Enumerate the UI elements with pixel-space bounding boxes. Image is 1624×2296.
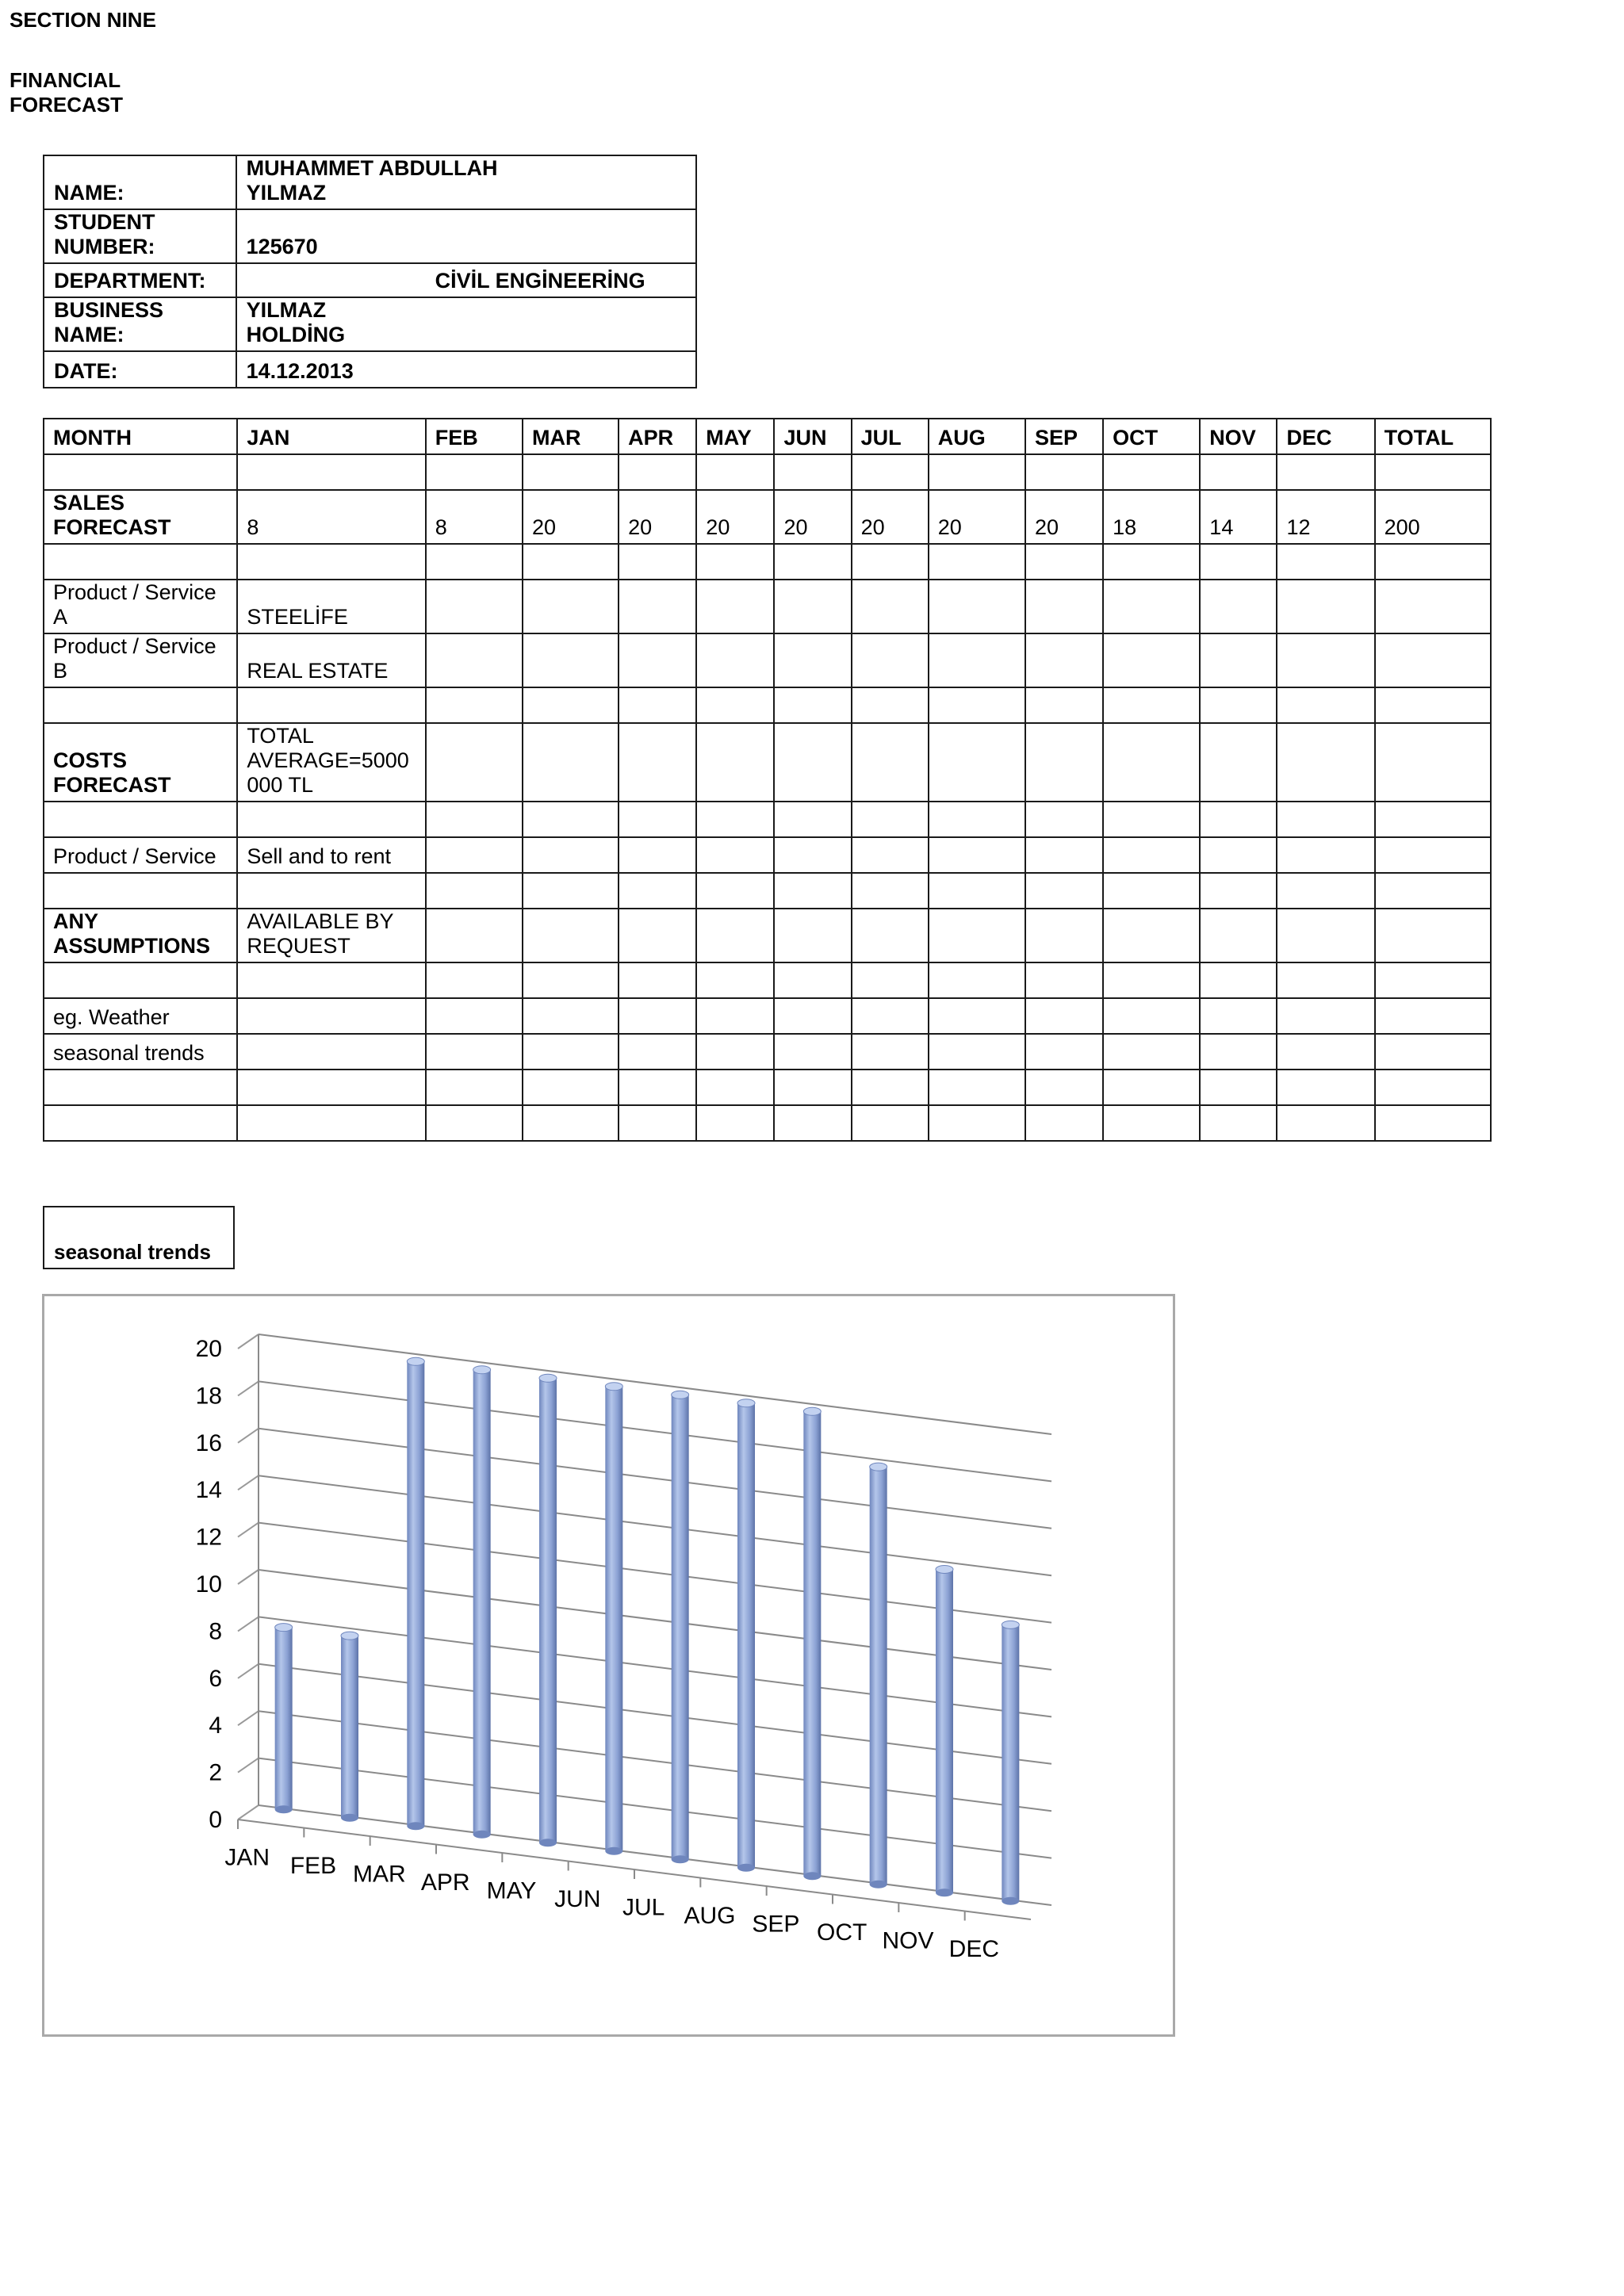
- chart-bar: [473, 1366, 491, 1839]
- x-tick-label: SEP: [752, 1911, 800, 1938]
- y-tick-label: 14: [195, 1477, 222, 1504]
- assumptions-row: [44, 909, 1491, 962]
- sales-value-cell: 20: [696, 490, 774, 544]
- gridline-depth: [238, 1334, 259, 1349]
- y-tick-label: 8: [209, 1618, 222, 1645]
- gridline: [259, 1429, 1051, 1529]
- sales-value-cell: 12: [1277, 490, 1374, 544]
- product-a-row: [44, 580, 1491, 633]
- assumptions-value: AVAILABLE BY REQUEST: [237, 909, 425, 962]
- month-header-row: [44, 419, 1491, 454]
- sales-value-cell: 20: [1025, 490, 1103, 544]
- x-tick-label: MAY: [486, 1877, 537, 1904]
- chart-bar: [275, 1624, 293, 1814]
- sales-forecast-label: SALES FORECAST: [44, 490, 237, 544]
- gridline: [259, 1758, 1051, 1858]
- chart-bar: [936, 1565, 953, 1896]
- gridline-depth: [238, 1711, 259, 1725]
- assumptions-label: ANY ASSUMPTIONS: [44, 909, 237, 962]
- month-header-cell: DEC: [1277, 419, 1374, 454]
- seasonal-trends-chart: [42, 1294, 1175, 2037]
- page-title-line1: FINANCIAL: [10, 68, 121, 92]
- chart-label-box: [43, 1206, 235, 1269]
- chart-bar: [407, 1357, 424, 1830]
- business-name-value: YILMAZ HOLDİNG: [236, 297, 696, 351]
- sales-value-cell: 14: [1200, 490, 1277, 544]
- x-tick-label: JUL: [622, 1894, 665, 1921]
- gridline-depth: [238, 1523, 259, 1537]
- chart-bar: [870, 1463, 887, 1888]
- date-label: DATE:: [44, 351, 236, 388]
- gridline: [259, 1475, 1051, 1575]
- y-tick-label: 2: [209, 1759, 222, 1786]
- gridline: [259, 1381, 1051, 1481]
- chart-label: seasonal trends: [54, 1240, 211, 1264]
- x-tick-label: JUN: [554, 1885, 601, 1912]
- department-value: CİVİL ENGİNEERİNG: [236, 263, 696, 297]
- seasonal-trends-row: [44, 1034, 1491, 1070]
- student-number-label: STUDENT NUMBER:: [44, 209, 236, 263]
- costs-forecast-label: COSTS FORECAST: [44, 723, 237, 802]
- gridline-depth: [238, 1570, 259, 1584]
- chart-bar: [672, 1391, 689, 1863]
- name-value: MUHAMMET ABDULLAH YILMAZ: [236, 155, 696, 209]
- gridline: [259, 1523, 1051, 1623]
- product-b-value: REAL ESTATE: [237, 633, 425, 687]
- month-header-cell: APR: [619, 419, 696, 454]
- product-service-label: Product / Service: [44, 837, 237, 873]
- y-tick-label: 6: [209, 1665, 222, 1692]
- student-info-table: [43, 155, 697, 388]
- weather-row: [44, 998, 1491, 1034]
- seasonal-trends-label: seasonal trends: [44, 1034, 237, 1070]
- month-header-cell: MAY: [696, 419, 774, 454]
- gridline-depth: [238, 1475, 259, 1490]
- x-tick-label: APR: [420, 1869, 470, 1896]
- y-tick-label: 4: [209, 1712, 222, 1739]
- weather-label: eg. Weather: [44, 998, 237, 1034]
- page-title-line2: FORECAST: [10, 93, 123, 117]
- x-tick-label: DEC: [948, 1935, 1000, 1962]
- month-header-cell: NOV: [1200, 419, 1277, 454]
- x-tick-label: AUG: [684, 1902, 736, 1929]
- gridline-depth: [238, 1664, 259, 1678]
- gridline: [259, 1617, 1051, 1716]
- y-tick-label: 0: [209, 1807, 222, 1833]
- sales-value-cell: 20: [619, 490, 696, 544]
- product-a-value: STEELİFE: [237, 580, 425, 633]
- month-header-cell: TOTAL: [1375, 419, 1491, 454]
- costs-forecast-row: [44, 723, 1491, 802]
- month-header-cell: OCT: [1103, 419, 1200, 454]
- chart-canvas: [44, 1296, 1173, 2034]
- department-label: DEPARTMENT:: [44, 263, 236, 297]
- student-number-value: 125670: [236, 209, 696, 263]
- y-tick-label: 16: [195, 1429, 222, 1456]
- chart-bar: [605, 1383, 622, 1855]
- sales-value-cell: 8: [237, 490, 425, 544]
- sales-value-cell: 20: [929, 490, 1025, 544]
- sales-forecast-row: [44, 490, 1491, 544]
- sales-value-cell: 20: [852, 490, 929, 544]
- gridline: [259, 1334, 1051, 1434]
- x-tick-label: MAR: [352, 1861, 406, 1888]
- gridline: [259, 1711, 1051, 1811]
- month-header-cell: AUG: [929, 419, 1025, 454]
- y-tick-label: 10: [195, 1571, 222, 1598]
- x-tick-label: JAN: [224, 1844, 270, 1871]
- month-header-cell: SEP: [1025, 419, 1103, 454]
- gridline-depth: [238, 1381, 259, 1395]
- chart-bar: [1002, 1621, 1019, 1904]
- y-tick-label: 12: [195, 1524, 222, 1551]
- y-tick-label: 18: [195, 1383, 222, 1410]
- month-header-cell: FEB: [426, 419, 523, 454]
- month-header-cell: JAN: [237, 419, 425, 454]
- costs-forecast-value: TOTAL AVERAGE=5000 000 TL: [237, 723, 425, 802]
- gridline-depth: [238, 1429, 259, 1443]
- sales-value-cell: 20: [523, 490, 619, 544]
- chart-bar: [341, 1632, 358, 1822]
- y-tick-label: 20: [195, 1336, 222, 1362]
- chart-bar: [803, 1407, 821, 1880]
- date-value: 14.12.2013: [236, 351, 696, 388]
- gridline-depth: [238, 1758, 259, 1773]
- gridline: [259, 1570, 1051, 1670]
- x-tick-label: FEB: [289, 1852, 337, 1879]
- product-a-label: Product / Service A: [44, 580, 237, 633]
- month-header-cell: JUN: [774, 419, 851, 454]
- gridline: [259, 1664, 1051, 1764]
- gridline-depth: [238, 1805, 259, 1820]
- sales-value-cell: 8: [426, 490, 523, 544]
- sales-value-cell: 20: [774, 490, 851, 544]
- month-header-cell: MONTH: [44, 419, 237, 454]
- gridline: [259, 1805, 1051, 1905]
- section-title: SECTION NINE: [10, 8, 156, 32]
- forecast-table: [43, 418, 1492, 1142]
- product-service-value: Sell and to rent: [237, 837, 425, 873]
- x-tick-label: NOV: [882, 1927, 934, 1954]
- business-name-label: BUSINESS NAME:: [44, 297, 236, 351]
- product-b-row: [44, 633, 1491, 687]
- gridline-depth: [238, 1617, 259, 1631]
- month-header-cell: MAR: [523, 419, 619, 454]
- month-header-cell: JUL: [852, 419, 929, 454]
- product-service-row: [44, 837, 1491, 873]
- chart-bar: [737, 1399, 755, 1872]
- sales-total-cell: 200: [1375, 490, 1491, 544]
- chart-bar: [539, 1374, 557, 1846]
- sales-value-cell: 18: [1103, 490, 1200, 544]
- name-label: NAME:: [44, 155, 236, 209]
- product-b-label: Product / Service B: [44, 633, 237, 687]
- x-tick-label: OCT: [817, 1919, 868, 1946]
